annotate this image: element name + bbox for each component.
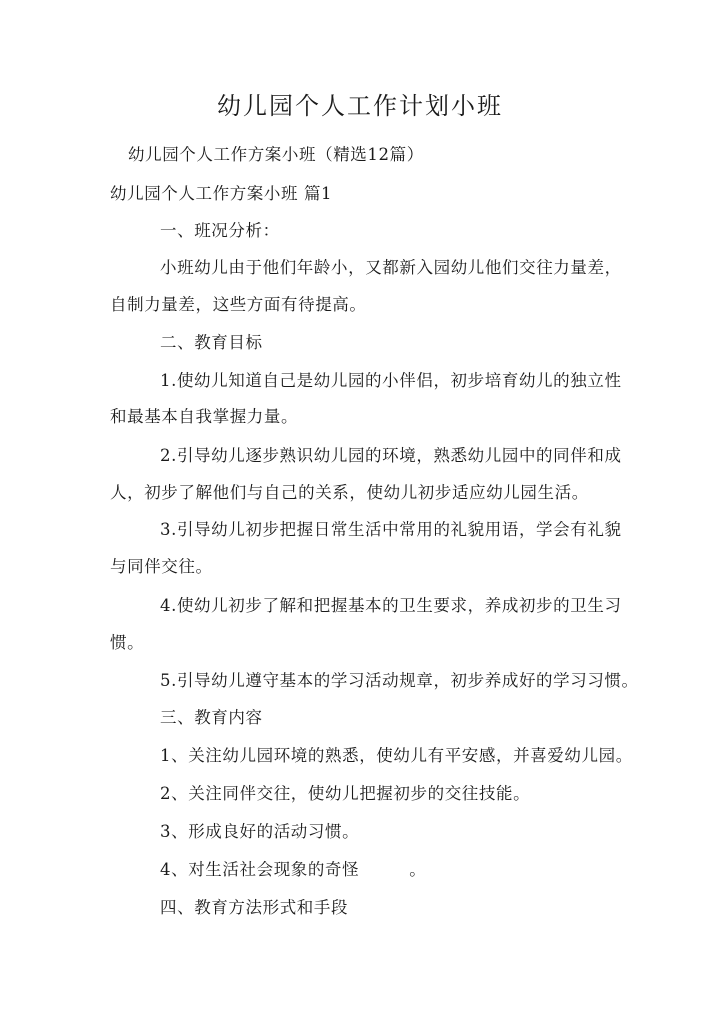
part-heading: 幼儿园个人工作方案小班 篇1 — [110, 184, 333, 203]
list-item — [160, 859, 426, 881]
paragraph-line: 自制力量差，这些方面有待提高。 — [110, 295, 367, 314]
list-item: 1、关注幼儿园环境的熟悉，使幼儿有平安感，并喜爱幼儿园。 — [160, 746, 633, 765]
document-title: 幼儿园个人工作计划小班 — [217, 92, 503, 120]
section-heading-methods: 四、教育方法形式和手段 — [160, 898, 349, 917]
section-heading-education-content: 三、教育内容 — [160, 708, 263, 727]
section-heading-class-analysis: 一、班况分析： — [160, 221, 280, 240]
paragraph-line: 1.使幼儿知道自己是幼儿园的小伴侣，初步培育幼儿的独立性 — [160, 371, 622, 390]
paragraph-line: 和最基本自我掌握力量。 — [110, 407, 299, 426]
paragraph-line: 4.使幼儿初步了解和把握基本的卫生要求，养成初步的卫生习 — [160, 596, 622, 615]
list-item: 3、形成良好的活动习惯。 — [160, 822, 360, 841]
section-heading-education-goals: 二、教育目标 — [160, 333, 263, 352]
paragraph-line: 5.引导幼儿遵守基本的学习活动规章，初步养成好的学习习惯。 — [160, 671, 639, 690]
list-item: 2、关注同伴交往，使幼儿把握初步的交往技能。 — [160, 784, 531, 803]
paragraph-line: 小班幼儿由于他们年龄小，又都新入园幼儿他们交往力量差， — [160, 258, 622, 277]
paragraph-line: 与同伴交往。 — [110, 557, 213, 576]
paragraph-line: 2.引导幼儿逐步熟识幼儿园的环境，熟悉幼儿园中的同伴和成 — [160, 446, 622, 465]
paragraph-line: 3.引导幼儿初步把握日常生活中常用的礼貌用语，学会有礼貌 — [160, 520, 622, 539]
list-item-text: 4、对生活社会现象的奇怪 — [160, 860, 360, 879]
list-item-period: 。 — [409, 860, 427, 879]
paragraph-line: 人，初步了解他们与自己的关系，使幼儿初步适应幼儿园生活。 — [110, 483, 589, 502]
document-subtitle: 幼儿园个人工作方案小班（精选12篇） — [128, 145, 424, 164]
paragraph-line: 惯。 — [110, 633, 145, 652]
